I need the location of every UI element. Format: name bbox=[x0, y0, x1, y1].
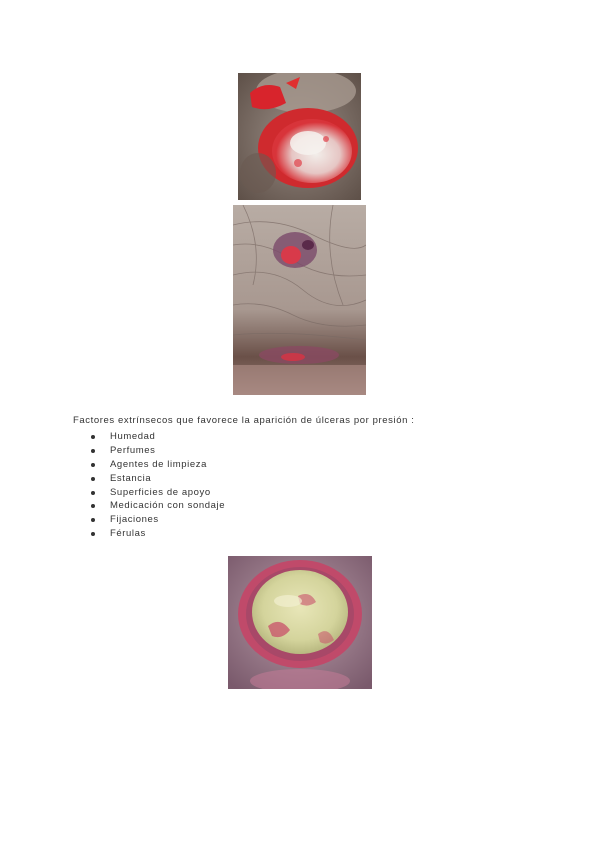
list-item bbox=[90, 444, 225, 458]
factor-label: Fijaciones bbox=[110, 514, 159, 526]
factor-label: Agentes de limpieza bbox=[110, 458, 207, 470]
intro-text: Factores extrínsecos que favorece la aparición de úlceras por presión : bbox=[73, 415, 415, 426]
ulcer-photo-middle bbox=[233, 205, 366, 395]
ulcer-photo-top bbox=[238, 73, 361, 200]
list-item bbox=[90, 458, 225, 472]
ulcer-photo-bottom bbox=[228, 556, 372, 689]
bullet-icon bbox=[91, 449, 95, 453]
bullet-icon bbox=[91, 532, 95, 536]
factor-label: Perfumes bbox=[110, 444, 156, 456]
list-item bbox=[90, 430, 225, 444]
factor-label: Férulas bbox=[110, 528, 146, 540]
list-item bbox=[90, 486, 225, 500]
factor-label: Estancia bbox=[110, 472, 152, 484]
bullet-icon bbox=[91, 504, 95, 508]
factor-label: Medicación con sondaje bbox=[110, 500, 226, 512]
bullet-icon bbox=[91, 518, 95, 522]
factor-label: Superficies de apoyo bbox=[110, 486, 211, 498]
bullet-icon bbox=[91, 491, 95, 495]
factor-list bbox=[90, 430, 225, 541]
bullet-icon bbox=[91, 463, 95, 467]
list-item bbox=[90, 499, 225, 513]
bullet-icon bbox=[91, 435, 95, 439]
factor-label: Humedad bbox=[110, 431, 156, 442]
list-item bbox=[90, 527, 225, 541]
list-item bbox=[90, 472, 225, 486]
bullet-icon bbox=[91, 477, 95, 481]
list-item bbox=[90, 513, 225, 527]
